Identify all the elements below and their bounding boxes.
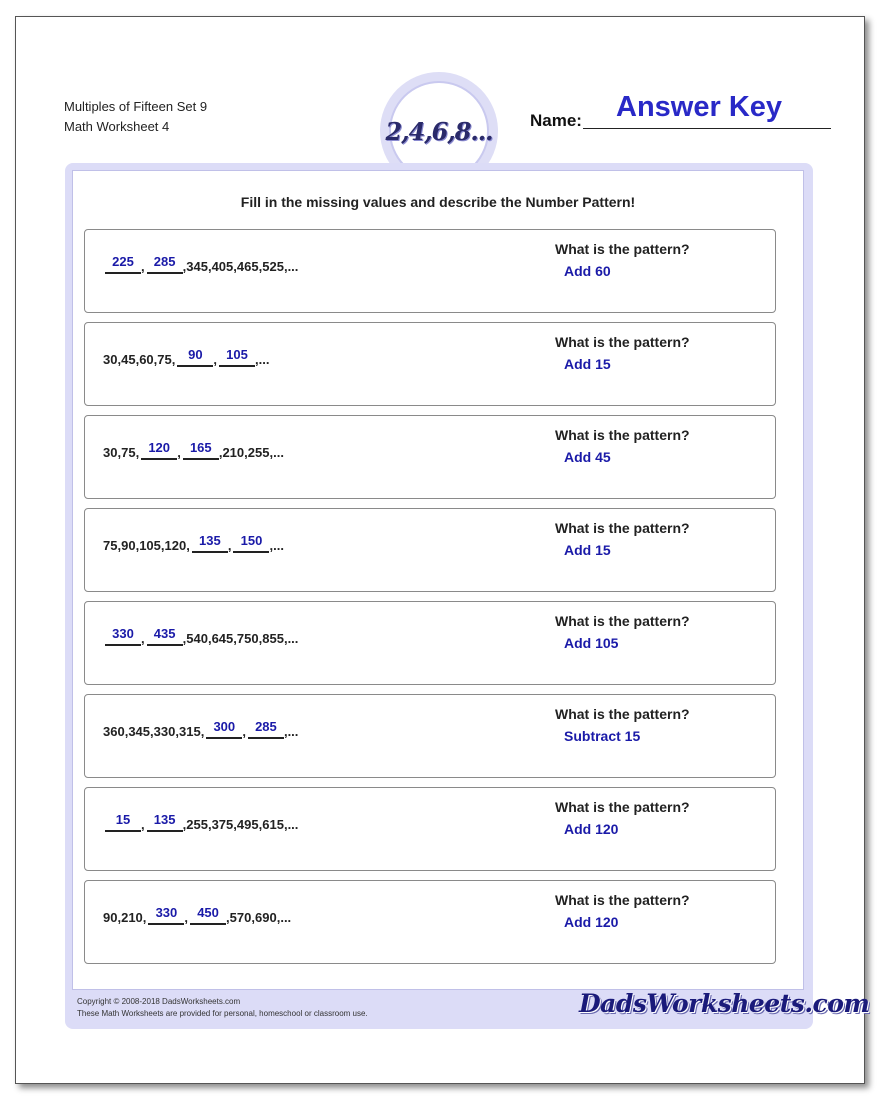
sequence-term: ... — [287, 724, 299, 739]
separator: , — [276, 910, 281, 925]
separator: , — [124, 724, 129, 739]
separator: , — [242, 724, 246, 739]
answer-blank[interactable]: 135 — [192, 533, 228, 553]
sequence-term: 540 — [186, 631, 208, 646]
problem-row — [84, 322, 776, 406]
problem-row — [84, 694, 776, 778]
separator: , — [200, 724, 205, 739]
separator: , — [283, 724, 288, 739]
sequence-term: ... — [287, 817, 299, 832]
separator: , — [251, 910, 255, 925]
sequence-term: 210 — [121, 910, 143, 925]
sequence-term: 855 — [262, 631, 284, 646]
separator: , — [142, 910, 147, 925]
separator: , — [269, 445, 274, 460]
separator: , — [255, 352, 259, 367]
pattern-answer[interactable]: Add 15 — [564, 542, 611, 558]
separator: , — [283, 259, 288, 274]
answer-blank[interactable]: 435 — [147, 626, 183, 646]
sequence-term: 30 — [103, 445, 118, 460]
pattern-question: What is the pattern? — [555, 613, 690, 629]
separator: , — [207, 259, 212, 274]
number-sequence — [103, 440, 284, 460]
answer-blank[interactable]: 15 — [105, 812, 141, 832]
problem-row — [84, 880, 776, 964]
number-sequence — [103, 626, 298, 646]
sequence-term: ... — [287, 259, 299, 274]
problem-row — [84, 508, 776, 592]
footer-text — [77, 996, 368, 1020]
answer-blank[interactable]: 120 — [141, 440, 177, 460]
pattern-question: What is the pattern? — [555, 892, 690, 908]
title-line-1: Multiples of Fifteen Set 9 — [64, 99, 208, 114]
answer-blank[interactable]: 105 — [219, 347, 255, 367]
separator: , — [207, 631, 212, 646]
separator: , — [227, 538, 232, 553]
sequence-term: 360 — [103, 724, 125, 739]
dadsworksheets-logo: DadsWorksheets.com — [579, 989, 870, 1018]
problem-row — [84, 787, 776, 871]
separator: , — [269, 538, 274, 553]
answer-blank[interactable]: 165 — [183, 440, 219, 460]
number-sequence — [103, 905, 291, 925]
title-line-2: Math Worksheet 4 — [64, 119, 170, 134]
separator: , — [233, 631, 237, 646]
sequence-term: 495 — [236, 817, 259, 832]
separator: , — [141, 259, 145, 274]
separator: , — [171, 352, 176, 367]
separator: , — [150, 724, 154, 739]
worksheet-title — [64, 97, 207, 137]
separator: , — [177, 445, 181, 460]
separator: , — [283, 817, 288, 832]
pattern-answer[interactable]: Subtract 15 — [564, 728, 641, 744]
separator: , — [117, 538, 122, 553]
pattern-answer[interactable]: Add 120 — [564, 914, 619, 930]
sequence-term: ... — [273, 538, 284, 553]
sequence-term: 570 — [229, 910, 252, 925]
sequence-term: 345 — [186, 259, 208, 274]
number-sequence — [103, 533, 284, 553]
number-sequence — [103, 719, 298, 739]
sequence-term: 105 — [139, 538, 161, 553]
sequence-term: 750 — [236, 631, 259, 646]
sequence-term: 345 — [128, 724, 151, 739]
sequence-term: 75 — [121, 445, 136, 460]
pattern-answer[interactable]: Add 120 — [564, 821, 619, 837]
answer-blank[interactable]: 150 — [233, 533, 269, 553]
separator: , — [233, 817, 237, 832]
sequence-term: 690 — [255, 910, 277, 925]
separator: , — [213, 352, 217, 367]
logo-text: 2,4,6,8... — [385, 116, 493, 146]
separator: , — [182, 631, 187, 646]
answer-blank[interactable]: 225 — [105, 254, 141, 274]
sequence-term: ... — [273, 445, 284, 460]
answer-blank[interactable]: 285 — [147, 254, 183, 274]
separator: , — [135, 445, 140, 460]
answer-blank[interactable]: 90 — [177, 347, 213, 367]
sequence-term: 405 — [211, 259, 234, 274]
separator: , — [186, 538, 190, 553]
separator: , — [175, 724, 179, 739]
sequence-term: 315 — [178, 724, 201, 739]
separator: , — [135, 538, 140, 553]
usage-notice: These Math Worksheets are provided for personal, homeschool or classroom use. — [77, 1009, 368, 1018]
answer-blank[interactable]: 285 — [248, 719, 284, 739]
separator: , — [207, 817, 212, 832]
separator: , — [182, 259, 187, 274]
problems-panel — [72, 170, 804, 990]
sequence-term: 120 — [164, 538, 187, 553]
sequence-term: 375 — [211, 817, 234, 832]
answer-blank[interactable]: 330 — [105, 626, 141, 646]
problem-row — [84, 229, 776, 313]
sequence-term: 75 — [157, 352, 172, 367]
pattern-question: What is the pattern? — [555, 427, 690, 443]
worksheet-page — [15, 16, 870, 1084]
number-sequence — [103, 347, 269, 367]
sequence-term: 45 — [121, 352, 136, 367]
separator: , — [117, 352, 122, 367]
answer-blank[interactable]: 450 — [190, 905, 226, 925]
sequence-term: 30 — [103, 352, 118, 367]
pattern-answer[interactable]: Add 15 — [564, 356, 611, 372]
sequence-term: 210 — [222, 445, 245, 460]
separator: , — [141, 631, 145, 646]
sequence-term: ... — [287, 631, 299, 646]
sequence-term: 255 — [186, 817, 208, 832]
separator: , — [153, 352, 158, 367]
pattern-answer[interactable]: Add 60 — [564, 263, 611, 279]
sequence-term: 330 — [153, 724, 176, 739]
separator: , — [258, 631, 263, 646]
pattern-question: What is the pattern? — [555, 241, 690, 257]
separator: , — [258, 259, 263, 274]
separator: , — [226, 910, 230, 925]
name-label: Name: — [530, 111, 582, 130]
problem-row — [84, 415, 776, 499]
sequence-term: 465 — [236, 259, 259, 274]
answer-blank[interactable]: 330 — [148, 905, 184, 925]
separator: , — [160, 538, 165, 553]
separator: , — [244, 445, 248, 460]
separator: , — [218, 445, 223, 460]
problem-row — [84, 601, 776, 685]
copyright: Copyright © 2008-2018 DadsWorksheets.com — [77, 997, 241, 1006]
separator: , — [117, 445, 122, 460]
separator: , — [141, 817, 145, 832]
sequence-term: ... — [280, 910, 292, 925]
number-sequence — [103, 812, 298, 832]
sequence-term: 60 — [139, 352, 154, 367]
sequence-term: 75 — [103, 538, 118, 553]
answer-key-label: Answer Key — [616, 91, 783, 123]
separator: , — [184, 910, 189, 925]
answer-blank[interactable]: 300 — [206, 719, 242, 739]
answer-blank[interactable]: 135 — [147, 812, 183, 832]
sequence-term: 615 — [262, 817, 284, 832]
pattern-question: What is the pattern? — [555, 706, 690, 722]
separator: , — [135, 352, 140, 367]
pattern-answer[interactable]: Add 45 — [564, 449, 611, 465]
separator: , — [117, 910, 122, 925]
sequence-term: 645 — [211, 631, 234, 646]
content-frame — [65, 163, 870, 1029]
pattern-question: What is the pattern? — [555, 334, 690, 350]
separator: , — [283, 631, 288, 646]
separator: , — [233, 259, 237, 274]
name-line — [583, 128, 831, 129]
sequence-term: 90 — [103, 910, 118, 925]
pattern-question: What is the pattern? — [555, 520, 690, 536]
pattern-question: What is the pattern? — [555, 799, 690, 815]
sequence-term: ... — [258, 352, 270, 367]
sequence-term: 255 — [247, 445, 270, 460]
sequence-term: 525 — [262, 259, 284, 274]
separator: , — [182, 817, 187, 832]
sequence-term: 90 — [121, 538, 136, 553]
separator: , — [258, 817, 263, 832]
number-sequence — [103, 254, 298, 274]
instructions: Fill in the missing values and describe the Number Pattern! — [240, 194, 636, 210]
pattern-answer[interactable]: Add 105 — [564, 635, 619, 651]
